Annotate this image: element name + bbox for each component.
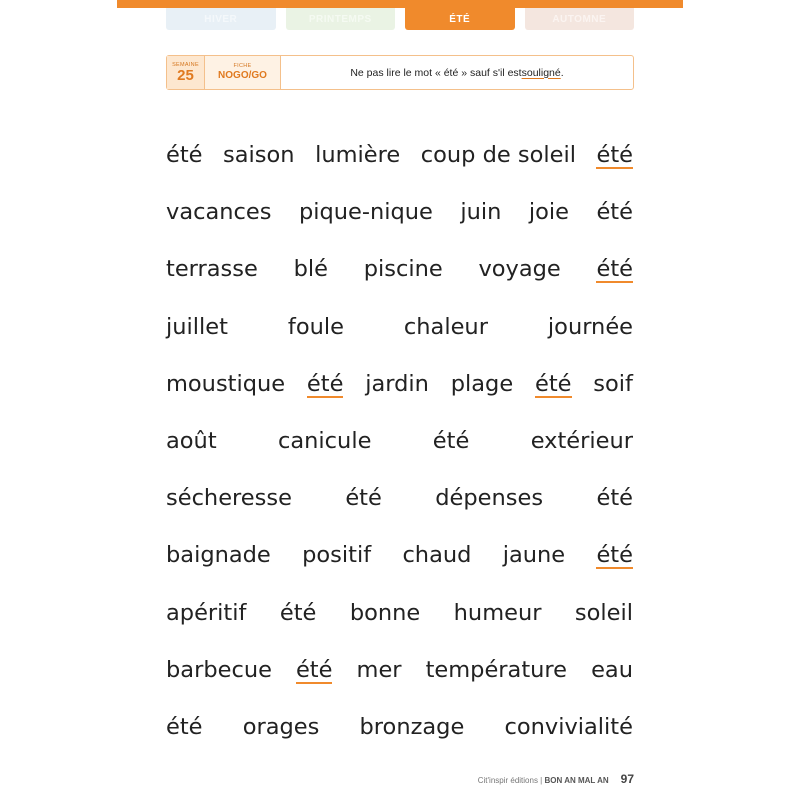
week-label: SEMAINE [172, 61, 199, 68]
word: juin [460, 199, 502, 226]
word: apéritif [166, 599, 247, 626]
word: été [345, 485, 382, 512]
word: température [425, 656, 568, 683]
word: été [166, 142, 203, 168]
word: journée [547, 313, 633, 340]
word: foule [287, 313, 344, 340]
word: moustique [166, 370, 286, 397]
word: mer [356, 656, 402, 683]
underlined-word: été [596, 542, 633, 569]
instruction-before: Ne pas lire le mot « été » sauf s'il est [350, 66, 522, 79]
word-line [166, 127, 633, 184]
publisher-name: Cit'inspir éditions | [477, 776, 545, 785]
word-line [166, 527, 633, 584]
word: pique-nique [298, 199, 433, 226]
sheet-cell [205, 56, 281, 89]
top-accent-strip [117, 0, 683, 8]
season-tabs [166, 8, 634, 30]
sheet-label: FICHE [233, 63, 252, 69]
word-line [166, 299, 633, 356]
word: extérieur [530, 427, 633, 454]
tab-autumn[interactable]: AUTOMNE [525, 8, 635, 30]
word: été [596, 199, 633, 226]
word-line [166, 642, 633, 699]
word: canicule [278, 427, 372, 454]
word-line [166, 241, 633, 298]
sheet-code: NOGO/GO [218, 70, 267, 81]
underlined-word: été [596, 142, 633, 168]
word: été [596, 485, 633, 512]
word-lines [166, 127, 633, 756]
word: chaleur [403, 313, 488, 340]
word: vacances [166, 199, 272, 226]
word: bonne [349, 599, 421, 626]
word: dépenses [435, 485, 544, 512]
word: été [166, 713, 203, 740]
instruction-text [281, 56, 633, 89]
word: bronzage [359, 713, 465, 740]
word: blé [293, 256, 328, 283]
word: août [166, 427, 217, 454]
word: barbecue [166, 656, 272, 683]
word: sécheresse [166, 485, 292, 512]
word: convivialité [504, 713, 633, 740]
underlined-word: été [534, 370, 572, 397]
word: jardin [365, 370, 429, 397]
word: coup de soleil [420, 142, 576, 168]
week-number: 25 [177, 66, 194, 84]
underlined-word: été [596, 256, 633, 283]
word: chaud [402, 542, 472, 569]
word-line [166, 413, 633, 470]
footer-publisher [478, 776, 609, 785]
book-title: BON AN MAL AN [544, 776, 609, 785]
word: eau [591, 656, 633, 683]
word: été [432, 427, 470, 454]
word: saison [223, 142, 295, 168]
week-cell [167, 56, 205, 89]
word: piscine [363, 256, 443, 283]
underlined-word: été [295, 656, 333, 683]
word: joie [528, 199, 569, 226]
word: jaune [502, 542, 566, 569]
word: soif [593, 370, 633, 397]
underlined-word: été [306, 370, 344, 397]
word: lumière [315, 142, 401, 168]
tab-winter[interactable]: HIVER [166, 8, 276, 30]
word: soleil [574, 599, 633, 626]
word: voyage [478, 256, 561, 283]
word-line [166, 184, 633, 241]
page-footer [478, 772, 634, 786]
tab-spring[interactable]: PRINTEMPS [286, 8, 396, 30]
word-line [166, 470, 633, 527]
word: plage [450, 370, 514, 397]
word-line [166, 356, 633, 413]
word: juillet [166, 313, 228, 340]
word: été [279, 599, 317, 626]
instruction-after: . [560, 66, 564, 79]
word: positif [302, 542, 372, 569]
word-line [166, 585, 633, 642]
instruction-underlined: souligné [521, 66, 561, 79]
tab-summer[interactable]: ÉTÉ [405, 8, 515, 30]
word-line [166, 699, 633, 756]
worksheet-header [166, 55, 634, 90]
page-number: 97 [620, 772, 634, 786]
word: orages [242, 713, 320, 740]
word: baignade [166, 542, 271, 569]
word: humeur [453, 599, 542, 626]
word: terrasse [166, 256, 258, 283]
